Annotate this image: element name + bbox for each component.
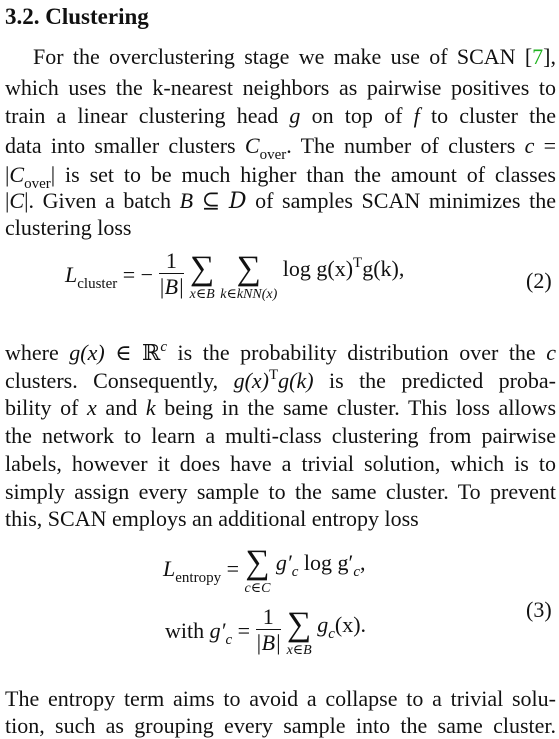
fraction-numerator: 1 xyxy=(159,250,185,274)
math-var: g′ xyxy=(209,618,226,644)
para2-line1 xyxy=(5,340,556,369)
fraction-numerator: 1 xyxy=(256,606,282,630)
text-run: | xyxy=(5,162,10,187)
text-run: |. Given a batch xyxy=(24,188,180,213)
text-run: ⊆ xyxy=(193,188,229,213)
text-run: of samples SCAN minimizes the xyxy=(246,188,556,213)
text-run: | is set to be much higher than the amount of classes xyxy=(50,162,556,187)
math-var: C xyxy=(244,133,260,158)
math-var: f xyxy=(413,103,420,128)
math-operator: = xyxy=(221,556,245,582)
sum-limit: c∈C xyxy=(244,581,271,596)
section-heading xyxy=(5,3,149,31)
math-expression: g(k) xyxy=(278,368,314,393)
para1-line6 xyxy=(5,188,556,215)
text-run: clusters. Consequently, xyxy=(5,368,234,393)
text-run: data into smaller clusters xyxy=(5,133,245,158)
text-run: where xyxy=(5,340,70,365)
summation xyxy=(220,252,277,302)
equation-3-row1 xyxy=(163,546,366,596)
math-expression: (x). xyxy=(334,612,367,638)
para2-line2 xyxy=(5,368,556,397)
text-run: is the probability distribution over the xyxy=(167,340,547,365)
math-expression: g(x) xyxy=(69,340,105,365)
math-subscript: c xyxy=(328,626,335,643)
fraction-denominator: |B| xyxy=(255,630,282,655)
math-subscript: c xyxy=(353,564,361,581)
text-run: being in the same cluster. This loss allows xyxy=(155,395,557,420)
section-number: 3.2. xyxy=(5,4,40,29)
summation xyxy=(287,608,312,658)
math-expression: g(x) xyxy=(233,368,269,393)
para2-line7: this, SCAN employs an additional entropy loss xyxy=(5,506,419,531)
text-run: | xyxy=(5,188,10,213)
math-var: L xyxy=(65,262,78,288)
text-run: bility of xyxy=(5,395,88,420)
equation-2 xyxy=(65,248,405,302)
text-run: For the overclustering stage we make use of SCAN [ xyxy=(33,44,533,69)
math-subscript: c xyxy=(225,632,233,649)
sum-limit: x∈B xyxy=(286,643,312,658)
equation-3-row2 xyxy=(165,604,367,658)
para1-line2: which uses the k-nearest neighbors as pairwise positives to xyxy=(5,75,556,100)
text-run: . The number of clusters xyxy=(286,133,525,158)
para1-line5 xyxy=(5,162,556,191)
text-run: = xyxy=(534,133,556,158)
math-expression: , xyxy=(360,550,366,576)
math-expression: g(k), xyxy=(362,256,405,282)
sum-limit: k∈kNN(x) xyxy=(220,287,278,302)
math-var: x xyxy=(87,395,97,420)
math-subscript: c xyxy=(291,564,299,581)
para2-line3 xyxy=(5,395,556,421)
text-run: and xyxy=(96,395,146,420)
text-run: train a linear clustering head xyxy=(5,103,290,128)
sum-symbol: ∑ xyxy=(287,606,312,643)
text-run: on top of xyxy=(300,103,414,128)
equation-number-2: (2) xyxy=(526,268,552,293)
math-var: g xyxy=(289,103,301,128)
section-title: Clustering xyxy=(45,4,149,29)
math-operator: = − xyxy=(117,262,154,288)
fraction xyxy=(159,250,185,300)
para2-line5: labels, however it does have a trivial solution, which is to xyxy=(5,451,556,476)
math-var: g′ xyxy=(275,550,292,576)
math-var: c xyxy=(524,133,535,158)
math-subscript: over xyxy=(24,176,51,192)
fraction-denominator: |B| xyxy=(158,274,185,299)
text-run: is the predicted proba- xyxy=(313,368,557,393)
math-expression: log g(x) xyxy=(282,256,354,282)
math-subscript: over xyxy=(259,147,287,163)
text-run: ∈ ℝ xyxy=(104,340,161,365)
para3-line2: tion, such as grouping every sample into the same cluster. xyxy=(5,713,556,738)
para1-line3 xyxy=(5,103,556,129)
fraction xyxy=(256,606,282,656)
summation xyxy=(245,546,271,596)
math-var: L xyxy=(163,556,176,582)
sum-symbol: ∑ xyxy=(236,250,261,287)
math-var: c xyxy=(546,340,556,365)
para3-line1: The entropy term aims to avoid a collapse to a trivial solu- xyxy=(5,686,556,711)
equation-number-3: (3) xyxy=(526,597,552,622)
para1-line1 xyxy=(5,44,556,70)
math-var: D xyxy=(228,189,247,214)
math-expression: log g′ xyxy=(298,550,354,576)
math-superscript: c xyxy=(160,339,168,355)
math-var: C xyxy=(9,188,25,213)
text-run: with xyxy=(165,618,210,644)
math-operator: = xyxy=(232,618,256,644)
math-var: B xyxy=(179,188,194,213)
math-superscript: T xyxy=(269,367,279,383)
math-subscript: entropy xyxy=(175,570,222,587)
summation xyxy=(190,252,215,302)
math-subscript: cluster xyxy=(77,276,118,293)
text-run: ], xyxy=(543,44,556,69)
math-superscript: T xyxy=(353,255,363,272)
para1-line7: clustering loss xyxy=(5,215,132,240)
para1-line4 xyxy=(5,133,556,162)
math-var: k xyxy=(145,395,156,420)
para2-line4: the network to learn a multi-class clustering from pairwise xyxy=(5,423,556,448)
sum-limit: x∈B xyxy=(189,287,215,302)
sum-symbol: ∑ xyxy=(245,544,270,581)
math-var: C xyxy=(9,162,25,187)
para2-line6: simply assign every sample to the same cluster. To prevent xyxy=(5,479,556,504)
sum-symbol: ∑ xyxy=(190,250,215,287)
text-run: to cluster the xyxy=(419,103,556,128)
math-var: g xyxy=(317,612,329,638)
citation-link[interactable]: 7 xyxy=(532,44,544,69)
